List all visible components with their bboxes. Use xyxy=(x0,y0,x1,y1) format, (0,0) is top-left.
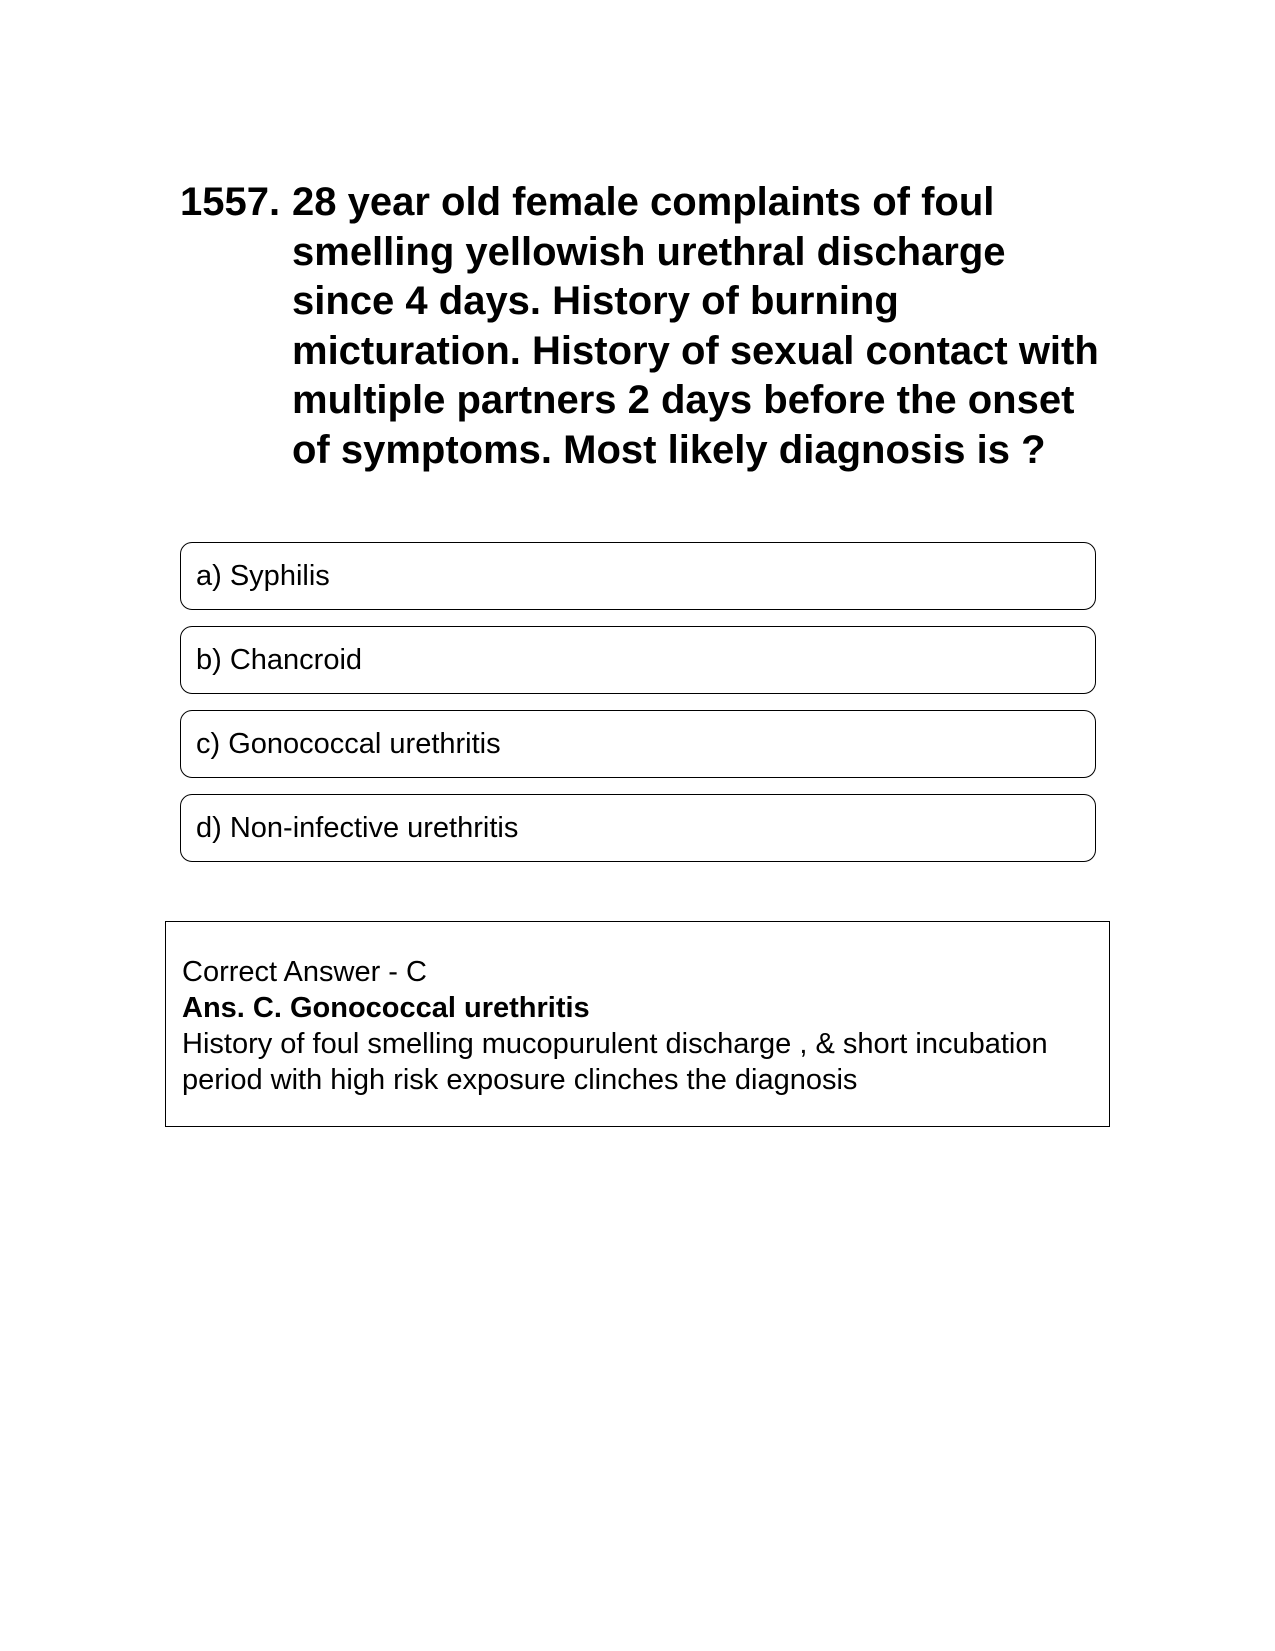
answer-explanation: History of foul smelling mucopurulent discharge , & short incubation period with high risk exposure clinches the diagnosis xyxy=(182,1028,1048,1096)
option-b[interactable]: b) Chancroid xyxy=(180,626,1096,694)
answer-box xyxy=(165,921,1110,1127)
correct-answer-line: Correct Answer - C xyxy=(182,956,427,988)
question-number: 1557. xyxy=(180,180,281,224)
option-c[interactable]: c) Gonococcal urethritis xyxy=(180,710,1096,778)
question xyxy=(180,178,1100,475)
answer-heading: Ans. C. Gonococcal urethritis xyxy=(182,992,590,1024)
question-text: 28 year old female complaints of foul smelling yellowish urethral discharge since 4 days. History of burning micturation. History of sexual contact with multiple partners 2 days before the onset of symptoms. Most likely diagnosis is ? xyxy=(292,180,1099,472)
option-d[interactable]: d) Non-infective urethritis xyxy=(180,794,1096,862)
options-list xyxy=(180,542,1096,878)
option-a[interactable]: a) Syphilis xyxy=(180,542,1096,610)
